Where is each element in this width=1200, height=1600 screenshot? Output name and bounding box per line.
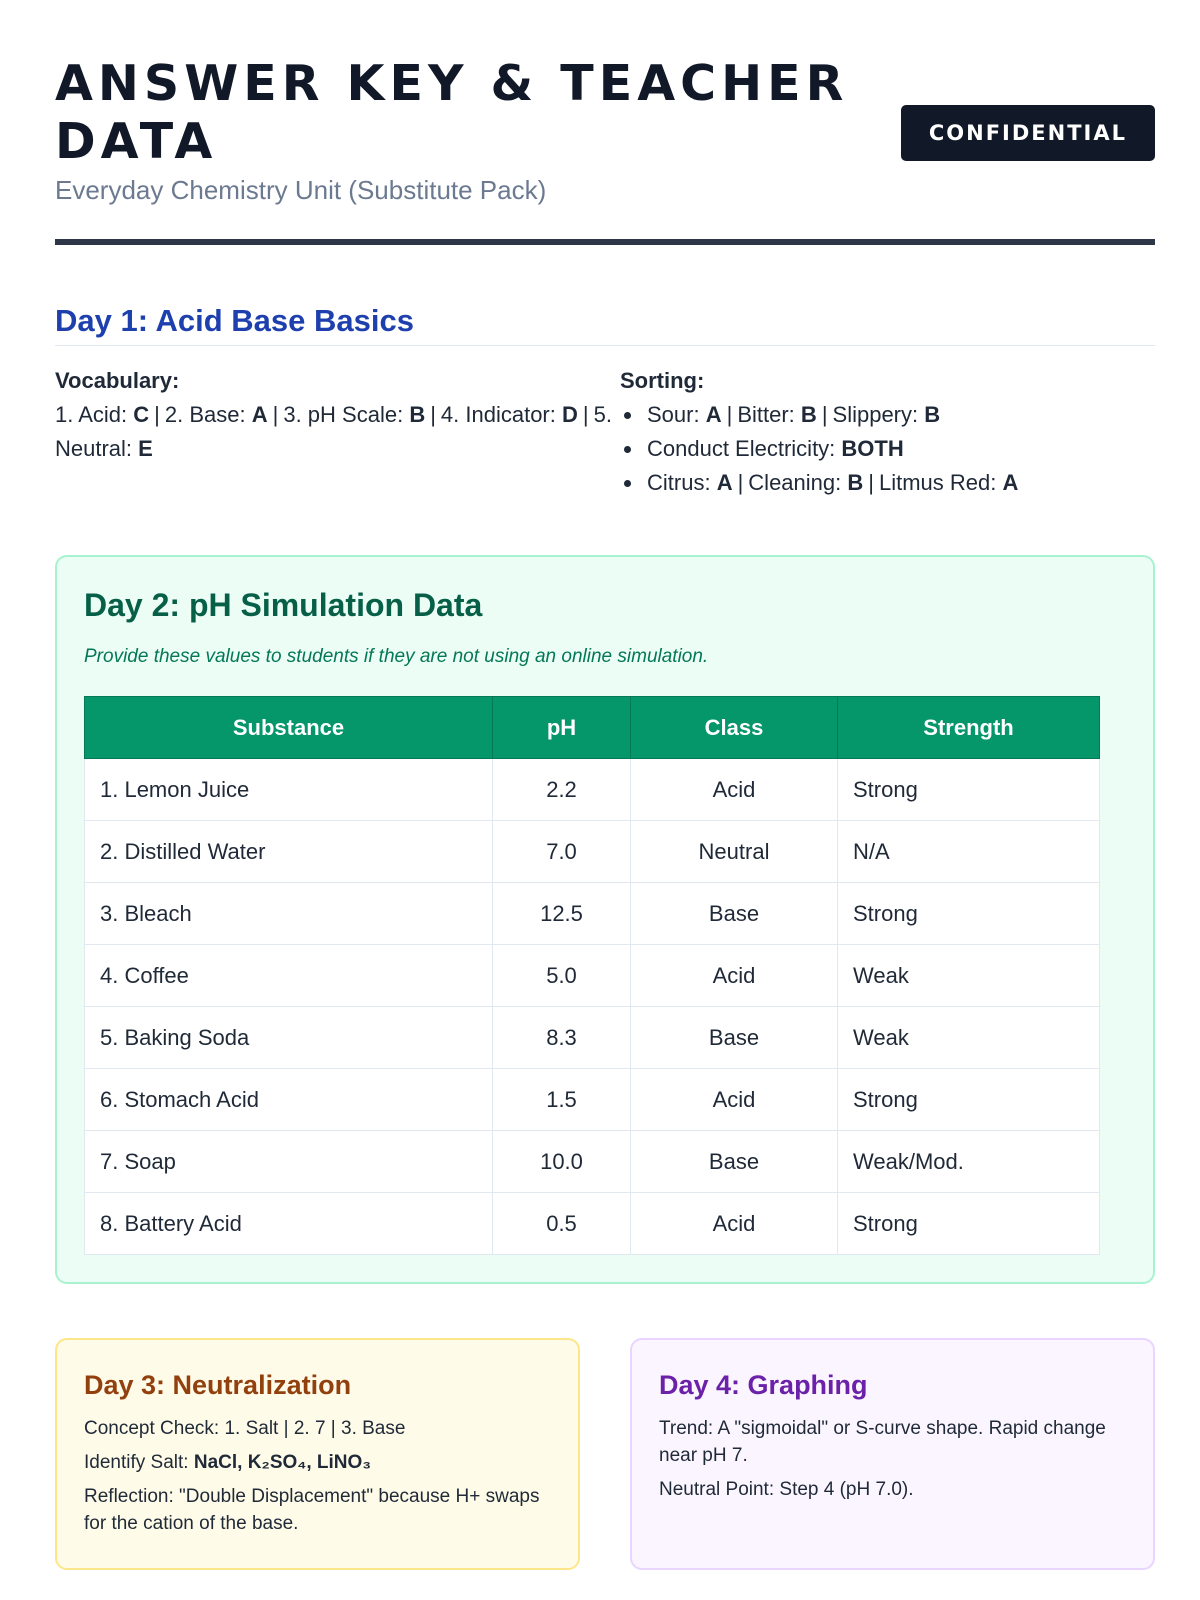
cell-ph: 7.0	[493, 821, 631, 883]
cell-substance: 7. Soap	[85, 1131, 493, 1193]
cell-substance: 6. Stomach Acid	[85, 1069, 493, 1131]
cell-class: Base	[631, 883, 838, 945]
table-row	[85, 759, 1100, 821]
table-row	[85, 1131, 1100, 1193]
day3-reflection: Reflection: "Double Displacement" because H+ swaps for the cation of the base.	[84, 1486, 540, 1534]
cell-ph: 10.0	[493, 1131, 631, 1193]
vocab-label: 5. Neutral:	[55, 402, 612, 461]
cell-strength: Strong	[838, 1069, 1100, 1131]
cell-class: Acid	[631, 1193, 838, 1255]
cell-strength: Weak/Mod.	[838, 1131, 1100, 1193]
identify-salt-label: Identify Salt:	[84, 1452, 189, 1473]
cell-strength: N/A	[838, 821, 1100, 883]
sort-label: Bitter:	[737, 402, 795, 427]
day2-section	[55, 555, 1155, 1284]
list-item: Sour: A | Bitter: B | Slippery: B	[620, 398, 1155, 432]
cell-substance: 8. Battery Acid	[85, 1193, 493, 1255]
vocab-label: 4. Indicator:	[440, 402, 556, 427]
day4-neutral-point: Neutral Point: Step 4 (pH 7.0).	[659, 1479, 914, 1500]
cell-ph: 2.2	[493, 759, 631, 821]
sort-answer: B	[847, 470, 864, 495]
vocab-answer: E	[138, 436, 153, 461]
vocab-answer: A	[251, 402, 268, 427]
page-title: ANSWER KEY & TEACHER DATA	[55, 55, 849, 170]
ph-data-table	[84, 696, 1100, 1255]
cell-substance: 1. Lemon Juice	[85, 759, 493, 821]
day4-card	[630, 1338, 1155, 1570]
cell-class: Acid	[631, 1069, 838, 1131]
cell-ph: 5.0	[493, 945, 631, 1007]
table-row	[85, 945, 1100, 1007]
cell-class: Base	[631, 1007, 838, 1069]
sort-answer: A	[1002, 470, 1019, 495]
cell-class: Base	[631, 1131, 838, 1193]
sort-label: Sour:	[647, 402, 700, 427]
day1-title: Day 1: Acid Base Basics	[55, 303, 1155, 346]
table-row	[85, 1069, 1100, 1131]
sort-label: Litmus Red:	[878, 470, 997, 495]
vocab-answer: B	[409, 402, 426, 427]
vocab-label: 2. Base:	[164, 402, 246, 427]
cell-substance: 4. Coffee	[85, 945, 493, 1007]
vocab-label: 3. pH Scale:	[283, 402, 404, 427]
cell-substance: 5. Baking Soda	[85, 1007, 493, 1069]
day3-concept-check: Concept Check: 1. Salt | 2. 7 | 3. Base	[84, 1418, 406, 1439]
identify-salt-answer: NaCl, K₂SO₄, LiNO₃	[193, 1452, 372, 1473]
list-item: Citrus: A | Cleaning: B | Litmus Red: A	[620, 466, 1155, 500]
sort-answer: BOTH	[841, 436, 904, 461]
table-row	[85, 1007, 1100, 1069]
page-header	[55, 55, 1155, 245]
cell-ph: 12.5	[493, 883, 631, 945]
vocab-label: 1. Acid:	[55, 402, 128, 427]
table-header-row	[85, 697, 1100, 759]
vocabulary-block	[55, 364, 620, 500]
sort-answer: B	[800, 402, 817, 427]
sorting-heading: Sorting:	[620, 368, 705, 393]
sort-label: Conduct Electricity:	[647, 436, 836, 461]
answer-key-page	[55, 55, 1155, 1570]
day3-card	[55, 1338, 580, 1570]
day2-note: Provide these values to students if they are not using an online simulation.	[84, 646, 709, 667]
cell-strength: Strong	[838, 883, 1100, 945]
table-row	[85, 1193, 1100, 1255]
table-row	[85, 883, 1100, 945]
day4-title: Day 4: Graphing	[659, 1370, 868, 1400]
sorting-list	[620, 398, 1155, 500]
sorting-block	[620, 364, 1155, 500]
day4-trend: Trend: A "sigmoidal" or S-curve shape. Rapid change near pH 7.	[659, 1418, 1106, 1466]
column-header-strength: Strength	[838, 697, 1100, 759]
cell-strength: Weak	[838, 1007, 1100, 1069]
cell-strength: Weak	[838, 945, 1100, 1007]
cell-class: Acid	[631, 945, 838, 1007]
sort-answer: A	[716, 470, 733, 495]
sort-label: Citrus:	[647, 470, 711, 495]
list-item	[620, 432, 1155, 466]
vocabulary-answers: 1. Acid: C | 2. Base: A | 3. pH Scale: B | 4. Indicator: D | 5. Neutral: E	[55, 402, 612, 461]
sort-label: Slippery:	[832, 402, 919, 427]
page-subtitle: Everyday Chemistry Unit (Substitute Pack)	[55, 175, 547, 205]
cell-ph: 0.5	[493, 1193, 631, 1255]
sort-label: Cleaning:	[748, 470, 842, 495]
cell-substance: 2. Distilled Water	[85, 821, 493, 883]
cell-ph: 1.5	[493, 1069, 631, 1131]
cell-class: Acid	[631, 759, 838, 821]
table-row	[85, 821, 1100, 883]
cell-strength: Strong	[838, 759, 1100, 821]
column-header-substance: Substance	[85, 697, 493, 759]
sort-answer: B	[924, 402, 941, 427]
column-header-class: Class	[631, 697, 838, 759]
day3-identify-salt	[84, 1449, 551, 1476]
vocab-answer: D	[562, 402, 578, 427]
cell-ph: 8.3	[493, 1007, 631, 1069]
cell-class: Neutral	[631, 821, 838, 883]
column-header-ph: pH	[493, 697, 631, 759]
day1-section	[55, 303, 1155, 500]
sort-answer: A	[705, 402, 722, 427]
cell-strength: Strong	[838, 1193, 1100, 1255]
vocabulary-heading: Vocabulary:	[55, 368, 180, 393]
day3-title: Day 3: Neutralization	[84, 1370, 352, 1400]
cell-substance: 3. Bleach	[85, 883, 493, 945]
day2-title: Day 2: pH Simulation Data	[84, 587, 483, 623]
confidential-badge: CONFIDENTIAL	[901, 105, 1155, 161]
vocab-answer: C	[133, 402, 150, 427]
